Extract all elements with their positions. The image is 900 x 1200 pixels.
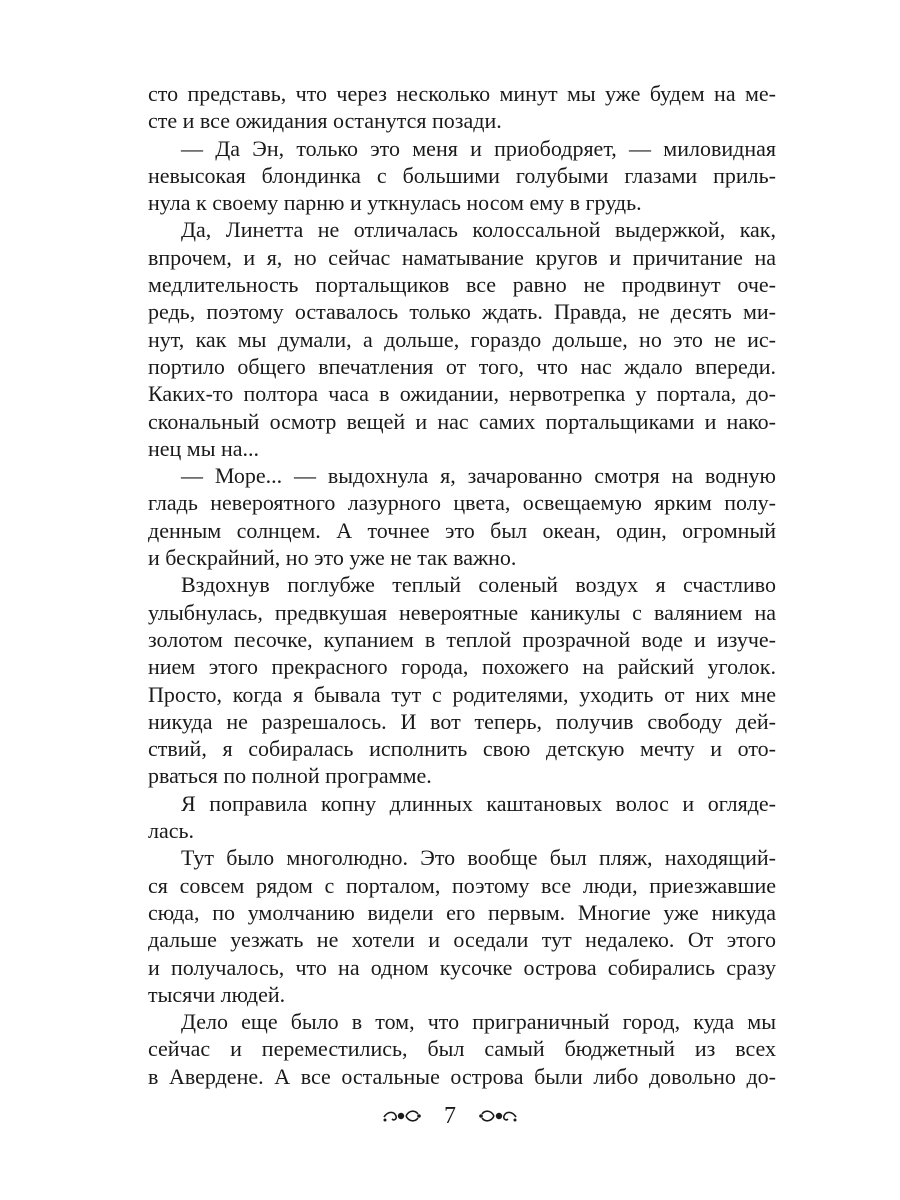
left-ornament-icon [382,1107,422,1125]
text-line: ствий, я собиралась исполнить свою детскую мечту и ото- [148,736,776,762]
text-line: — Море... — выдохнула я, зачарованно смотря на водную [181,463,776,489]
text-line: невысокая блондинка с большими голубыми глазами приль- [148,162,776,188]
text-line: в Авердене. А все остальные острова были либо довольно до- [148,1063,776,1089]
text-line: Тут было многолюдно. Это вообще был пляж, находящий- [181,845,776,871]
text-line: и получалось, что на одном кусочке острова собирались сразу [148,954,776,980]
text-line: сейчас и переместились, был самый бюджетный из всех [148,1036,776,1062]
text-line: и бескрайний, но это уже не так важно. [148,545,517,571]
text-line: гладь невероятного лазурного цвета, освещаемую ярким полу- [148,490,776,516]
text-line: лась. [148,818,195,844]
text-line: золотом песочке, купанием в теплой прозрачной воде и изуче- [148,626,776,652]
text-line: Да, Линетта не отличалась колоссальной выдержкой, как, [181,217,776,243]
text-line: нула к своему парню и уткнулась носом ему в грудь. [148,190,642,216]
text-line: скональный осмотр вещей и нас самих портальщиками и нако- [148,408,776,434]
page-number: 7 [444,1102,456,1129]
text-line: Каких-то полтора часа в ожидании, нервотрепка у портала, до- [148,381,776,407]
page-text [148,80,776,1090]
text-line: дальше уезжать не хотели и оседали тут недалеко. От этого [148,927,776,953]
text-line: рваться по полной программе. [148,763,432,789]
right-ornament-icon [478,1107,518,1125]
text-line: сюда, по умолчанию видели его первым. Многие уже никуда [148,899,776,925]
text-line: сто представь, что через несколько минут мы уже будем на ме- [148,81,776,106]
text-line: — Да Эн, только это меня и приободряет, — миловидная [181,135,776,161]
text-line: портило общего впечатления от того, что нас ждало впереди. [148,353,776,379]
text-line: нут, как мы думали, а дольше, гораздо дольше, но это не ис- [148,326,776,352]
text-line: Дело еще было в том, что приграничный город, куда мы [181,1009,776,1035]
text-line: редь, поэтому оставалось только ждать. Правда, не десять ми- [148,299,776,325]
text-line: тысячи людей. [148,981,286,1007]
text-line: медлительность портальщиков все равно не продвинут оче- [148,272,776,298]
text-line: впрочем, и я, но сейчас наматывание кругов и причитание на [148,244,776,270]
text-line: нием этого прекрасного города, похожего на райский уголок. [148,654,776,680]
text-line: сте и все ожидания останутся позади. [148,108,502,134]
text-line: нец мы на... [148,435,260,461]
text-line: ся совсем рядом с порталом, поэтому все люди, приезжавшие [148,872,776,898]
text-line: Вздохнув поглубже теплый соленый воздух я счастливо [181,572,776,598]
text-line: улыбнулась, предвкушая невероятные каникулы с валянием на [148,599,776,625]
text-line: никуда не разрешалось. И вот теперь, получив свободу дей- [148,708,776,734]
text-line: денным солнцем. А точнее это был океан, один, огромный [148,517,776,543]
text-line: Я поправила копну длинных каштановых волос и огляде- [181,790,776,816]
page-footer [0,1096,900,1136]
text-line: Просто, когда я бывала тут с родителями, уходить от них мне [148,681,776,707]
